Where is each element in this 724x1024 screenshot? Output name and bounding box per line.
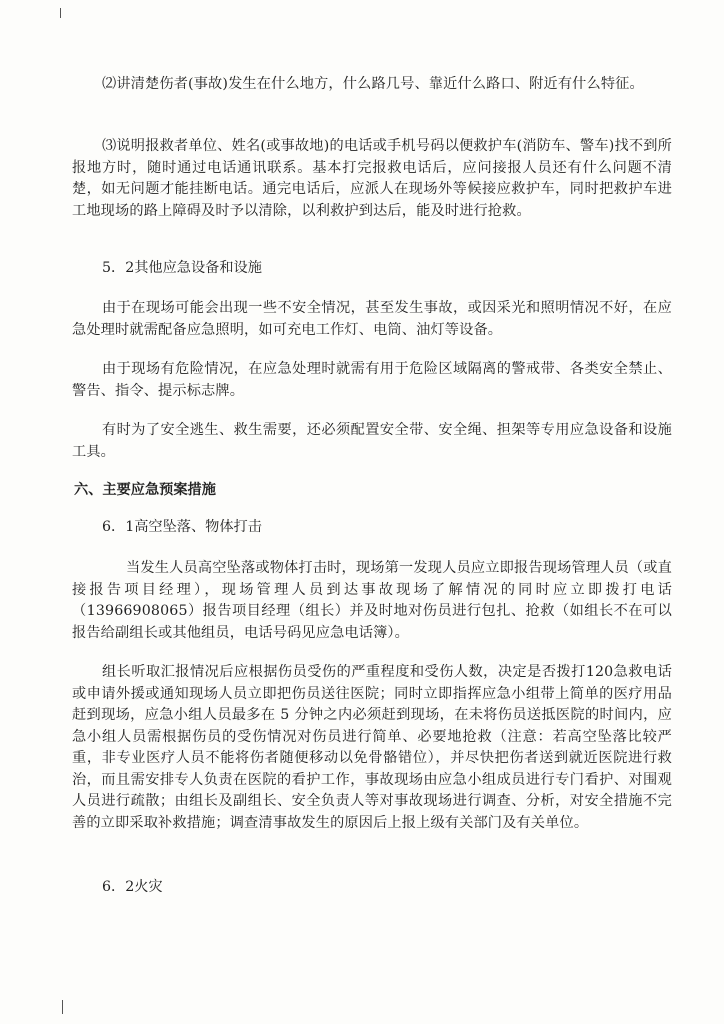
paragraph-safety-equipment: 有时为了安全逃生、救生需要，还必须配置安全带、安全绳、担架等专用应急设备和设施工具。	[72, 422, 672, 460]
paragraph-warning-signs: 由于现场有危险情况，在应急处理时就需有用于危险区域隔离的警戒带、各类安全禁止、警告、指令、提示标志牌。	[72, 361, 672, 399]
paragraph-fall-response: 当发生人员高空坠落或物体打击时，现场第一发现人员应立即报告现场管理人员（或直接报告项目经理），现场管理人员到达事故现场了解情况的同时应立即拨打电话（13966908065）报告项目经理（组长）并及时地对伤员进行包扎、抢救（如组长不在可以报告给副组长或其他组员，电话号码见应急电话簿）。	[72, 560, 672, 641]
scan-artifact	[62, 1000, 63, 1014]
section-heading-5-2: 5．2其他应急设备和设施	[102, 260, 262, 276]
paragraph-emergency-lighting: 由于在现场可能会出现一些不安全情况，甚至发生事故，或因采光和照明情况不好，在应急处理时就需配备应急照明，如可充电工作灯、电筒、油灯等设备。	[72, 300, 672, 338]
section-heading-6-2: 6．2火灾	[102, 879, 163, 895]
paragraph-caller-info: ⑶说明报救者单位、姓名(或事故地)的电话或手机号码以便救护车(消防车、警车)找不到所报地方时，随时通过电话通讯联系。基本打完报救电话后，应问接报人员还有什么问题不清楚，如无问题才能挂断电话。通完电话后，应派人在现场外等候接应救护车，同时把救护车进工地现场的路上障碍及时予以清除，以利救护到达后，能及时进行抢救。	[72, 138, 672, 219]
section-heading-6-1: 6．1高空坠落、物体打击	[102, 519, 262, 535]
paragraph-location-details: ⑵讲清楚伤者(事故)发生在什么地方，什么路几号、靠近什么路口、附近有什么特征。	[102, 76, 644, 92]
scan-artifact	[60, 8, 61, 18]
paragraph-leader-actions: 组长听取汇报情况后应根据伤员受伤的严重程度和受伤人数，决定是否拨打120急救电话或申请外援或通知现场人员立即把伤员送往医院；同时立即指挥应急小组带上简单的医疗用品赶到现场，应急小组人员最多在 5 分钟之内必须赶到现场，在未将伤员送抵医院的时间内，应急小组人员需根据伤员的受伤情况对伤员进行简单、必要地抢救（注意：若高空坠落比较严重，非专业医疗人员不能将伤者随便移动以免骨骼错位），并尽快把伤者送到就近医院进行救治，而且需安排专人负责在医院的看护工作，事故现场由应急小组成员进行专门看护、对围观人员进行疏散；由组长及副组长、安全负责人等对事故现场进行调查、分析，对安全措施不完善的立即采取补救措施；调查清事故发生的原因后上报上级有关部门及有关单位。	[72, 664, 672, 831]
chapter-heading-6: 六、主要应急预案措施	[74, 482, 216, 498]
